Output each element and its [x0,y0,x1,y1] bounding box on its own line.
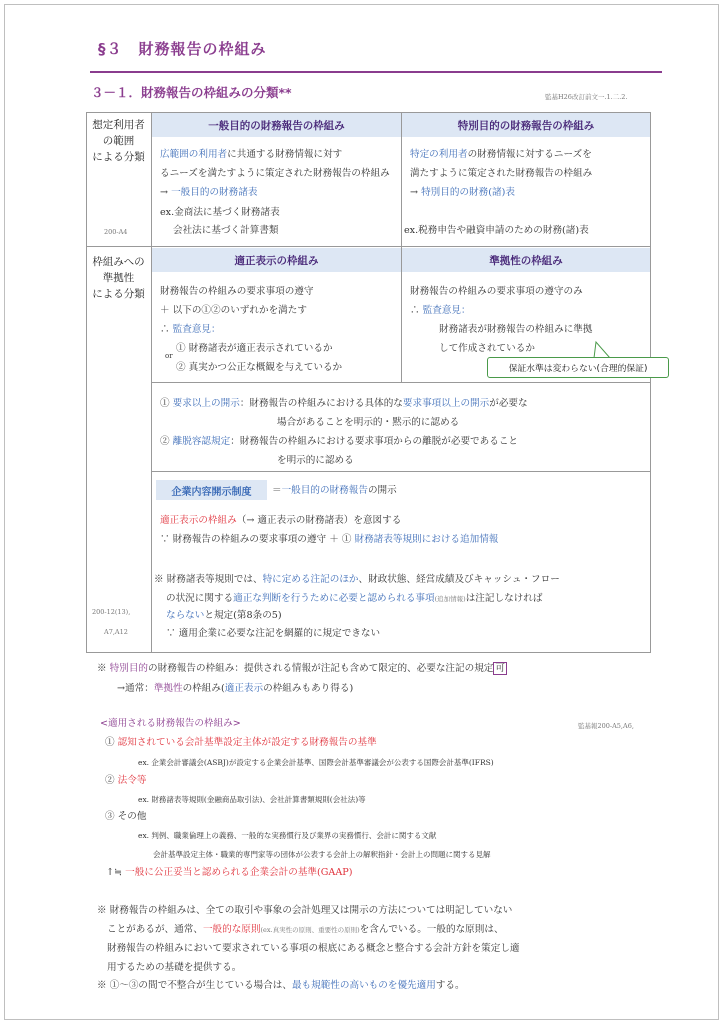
fair-line3: ∴ 監査意見： [160,324,221,335]
disclosure-note1: ※ 財務諸表等規則では、特に定める注記のほか、財政状態、経営成績及びキャッシュ・フロー [154,574,560,585]
priority-note: ※ ①～③の間で不整合が生じている場合は、最も規範性の高いものを優先適用する。 [97,980,465,991]
disclosure-note3: ならないと規定(第8条の5) [166,610,282,621]
compliance-line1: 財務報告の枠組みの要求事項の遵守のみ [410,286,583,297]
requirement-2-cont: を明示的に認める [277,455,354,466]
principle-note-l1: ※ 財務報告の枠組みは、全ての取引や事象の会計処理又は開示の方法については明記していない [97,905,513,916]
compliance-line3: 財務諸表が財務報告の枠組みに準拠 [439,324,593,335]
compliance-line4: して作成されているか [439,343,535,354]
disclosure-note2: の状況に関する適正な判断を行うために必要と認められる事項(追加情報)は注記しなければ [166,593,543,604]
row3-ref2: A7,A12 [104,628,128,636]
fair-or: or [165,352,173,360]
fair-line2: ＋ 以下の①②のいずれかを満たす [160,305,307,316]
compliance-header: 準拠性の枠組み [402,248,650,272]
special-note: ※ 特別目的の財務報告の枠組み：提供される情報が注記も含めて限定的、必要な注記の規定 可 [97,663,505,674]
disclosure-equals: ＝一般目的の財務報告の開示 [272,485,397,496]
general-line5: 会社法に基づく計算書類 [173,225,279,236]
disclosure-p2: ∵ 財務報告の枠組みの要求事項の遵守 ＋ ① 財務諸表等規則における追加情報 [160,534,499,545]
special-line3: → 特別目的の財務(諸)表 [410,187,515,198]
subsection-title: ３－１．財務報告の枠組みの分類** [91,85,292,100]
fair-presentation-header: 適正表示の枠組み [152,248,401,272]
requirement-1: ① 要求以上の開示：財務報告の枠組みにおける具体的な要求事項以上の開示が必要な [160,398,528,409]
applied-item1-ex: ex. 企業会計審議会(ASBJ)が設定する企業会計基準、国際会計基準審議会が公表する国際会計基準(IFRS) [138,758,494,767]
row1-label: 想定利用者 の範囲 による分類 [92,119,145,163]
general-purpose-header: 一般目的の財務報告の枠組み [152,113,401,137]
fair-line1: 財務報告の枠組みの要求事項の遵守 [160,286,314,297]
special-note-cont: →通常：準拠性の枠組み(適正表示の枠組みもあり得る) [117,683,354,694]
applied-item3: ③ その他 [105,811,147,822]
applied-item1: ① 認知されている会計基準設定主体が設定する財務報告の基準 [105,737,377,748]
principle-note-l3: 財務報告の枠組みにおいて要求されている事項の根底にある概念と整合する会計方針を策定し適 [107,943,520,954]
assurance-callout: 保証水準は変わらない(合理的保証) [487,357,669,378]
applied-item3-ex2: 会計基準設定主体・職業的専門家等の団体が公表する会計上の解釈指針・会計上の問題に関する見解 [153,850,491,859]
general-line1: 広範囲の利用者に共通する財務情報に対す [160,149,343,160]
disclosure-p1: 適正表示の枠組み（→ 適正表示の財務諸表）を意図する [160,515,402,526]
disclosure-note4: ∵ 適用企業に必要な注記を網羅的に規定できない [166,628,381,639]
applied-item2-ex: ex. 財務諸表等規則(金融商品取引法)、会社計算書類規則(会社法)等 [138,795,366,804]
compliance-line2: ∴ 監査意見： [410,305,471,316]
general-line3: → 一般目的の財務諸表 [160,187,258,198]
fair-line5: ② 真実かつ公正な概観を与えているか [176,362,343,373]
applied-title: <適用される財務報告の枠組み> [100,718,241,729]
applied-gaap: ↑≒ 一般に公正妥当と認められる企業会計の基準(GAAP) [106,867,353,878]
row1-ref: 200-A4 [104,228,128,236]
applied-item3-ex1: ex. 判例、職業倫理上の義務、一般的な実務慣行及び業界の実務慣行、会計に関する文献 [138,831,437,840]
applied-item2: ② 法令等 [105,775,147,786]
principle-note-l4: 用するための基礎を提供する。 [107,962,242,973]
requirement-2: ② 離脱容認規定：財務報告の枠組みにおける要求事項からの離脱が必要であること [160,436,519,447]
subsection-ref: 監基H26改訂前文一.1.二.2. [545,93,628,101]
principle-note-l2: ことがあるが、通常、一般的な原則(ex.真実性の原則、重要性の原則)を含んでいる。一般的な原則は、 [107,924,504,935]
requirement-1-cont: 場合があることを明示的・黙示的に認める [277,417,460,428]
general-line4: ex.金商法に基づく財務諸表 [160,207,280,218]
applied-ref: 監基報200-A5,A6, [578,722,634,730]
fair-line4: ① 財務諸表が適正表示されているか [176,343,333,354]
special-purpose-header: 特別目的の財務報告の枠組み [402,113,650,137]
row3-ref1: 200-12(13), [92,608,131,616]
disclosure-system-header: 企業内容開示制度 [156,480,267,500]
general-line2: るニーズを満たすように策定された財務報告の枠組み [160,168,390,179]
special-line2: 満たすように策定された財務報告の枠組み [410,168,593,179]
row2-label: 枠組みへの 準拠性 による分類 [92,256,145,300]
special-line1: 特定の利用者の財務情報に対するニーズを [410,149,592,160]
section-rule [90,71,662,73]
section-title: §３ 財務報告の枠組み [98,40,267,58]
special-line4: ex.税務申告や融資申請のための財務(諸)表 [404,225,589,236]
